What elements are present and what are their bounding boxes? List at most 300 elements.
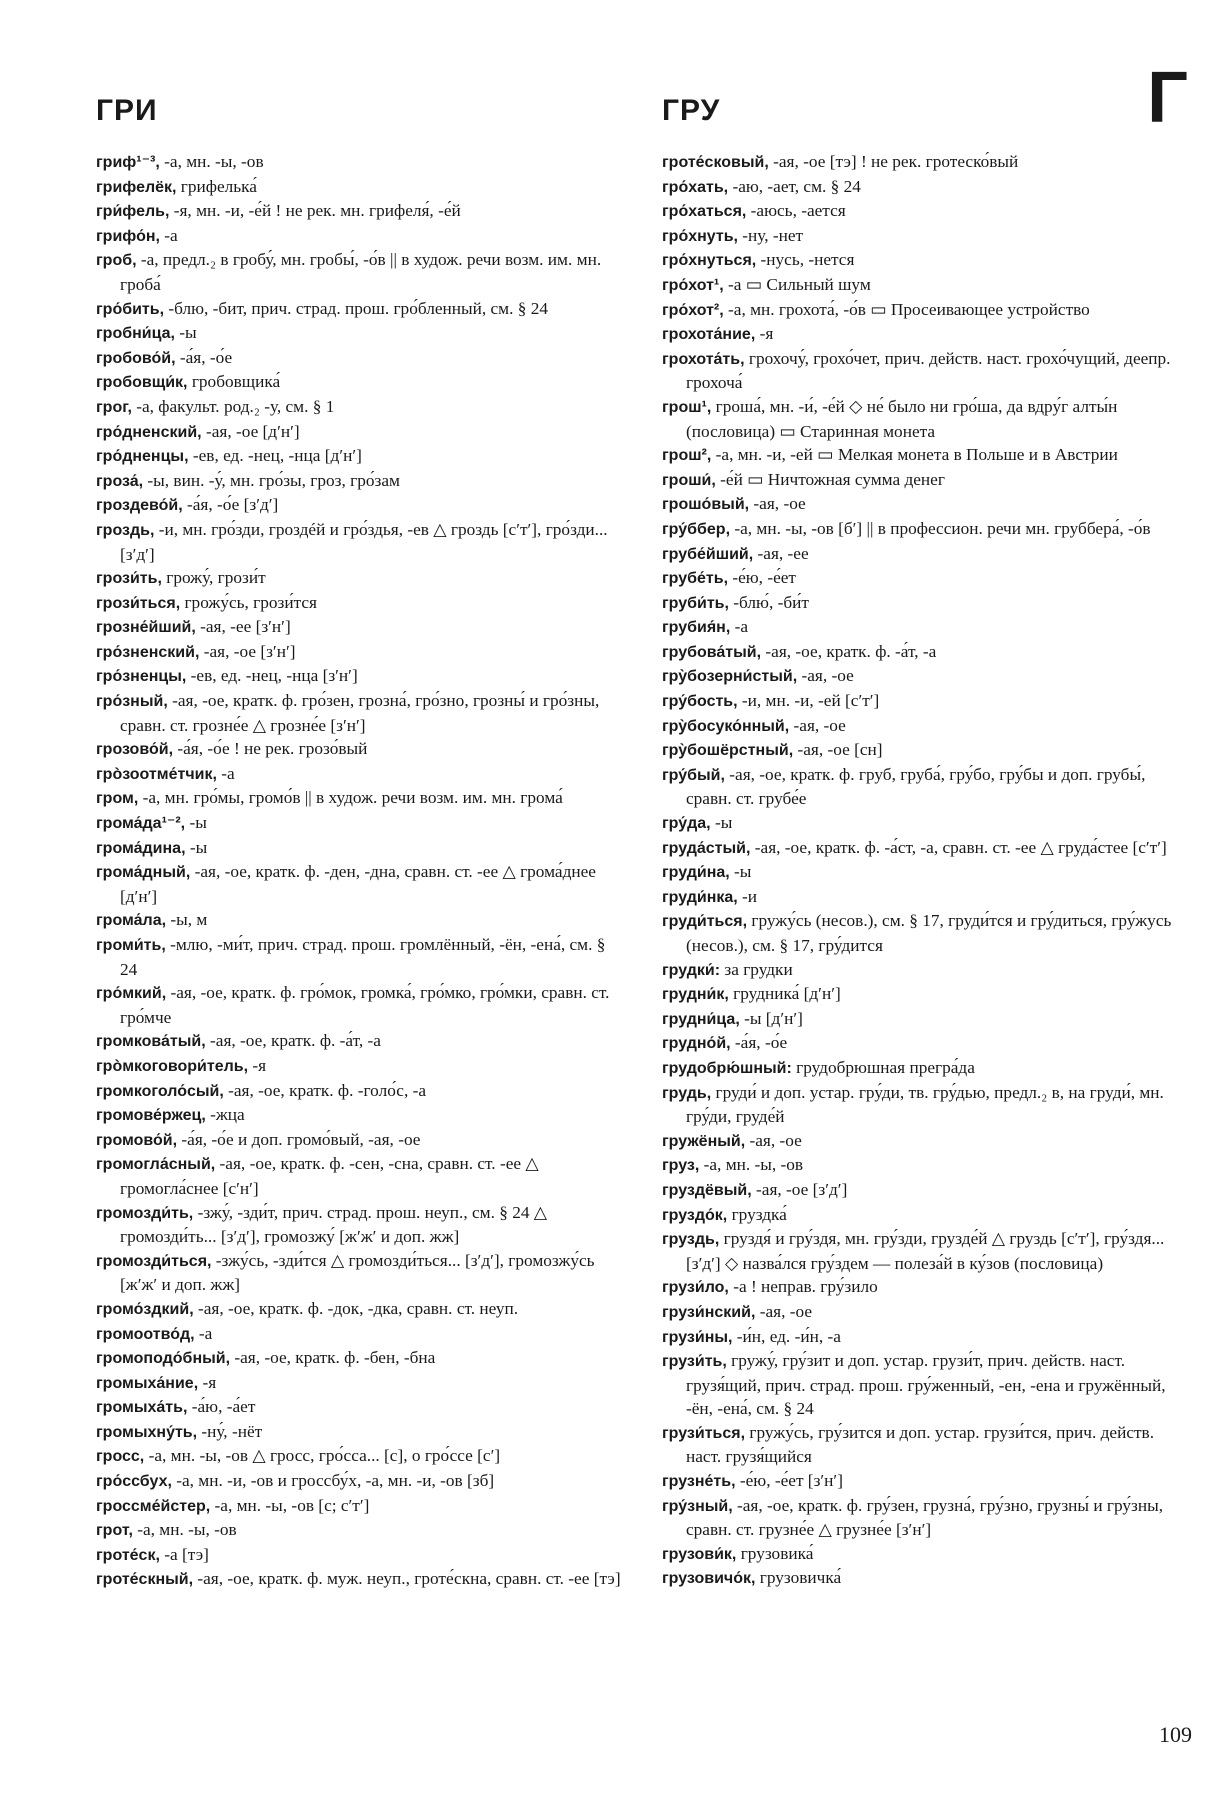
entry-headword: грубова́тый, xyxy=(662,643,762,661)
entry-headword: груздь, xyxy=(662,1231,720,1249)
dictionary-entry xyxy=(96,346,626,371)
dictionary-entry xyxy=(662,1325,1192,1350)
dictionary-entry xyxy=(96,150,626,175)
dictionary-entry xyxy=(96,811,626,836)
dictionary-entry xyxy=(662,1421,1192,1469)
entry-definition: -а, мн. грохота́, -о́в ▭ Просеивающее устройство xyxy=(723,299,1090,319)
entry-headword: громово́й, xyxy=(96,1131,178,1149)
entry-definition: -ев, ед. -нец, -нца [зʹнʹ] xyxy=(186,666,358,686)
entry-headword: гро́зненцы, xyxy=(96,668,187,686)
entry-headword: грудки́: xyxy=(662,961,721,979)
entry-headword: гру́ббер, xyxy=(662,520,731,538)
dictionary-entry xyxy=(96,1128,626,1153)
dictionary-entry xyxy=(662,1007,1192,1032)
entry-headword: грози́ть, xyxy=(96,570,162,588)
dictionary-entry xyxy=(662,1227,1192,1275)
entry-definition: -а, мн. -и, -ей ▭ Мелкая монета в Польше и в Австрии xyxy=(711,445,1118,465)
entry-headword: грòзоотме́тчик, xyxy=(96,765,217,783)
entry-definition: -а́ю, -а́ет xyxy=(187,1397,256,1417)
entry-definition: груди́ и доп. устар. гру́ди, тв. гру́дью, предл.₂ в, на груди́, мн. гру́ди, груде́й xyxy=(686,1082,1164,1127)
entry-headword: гром, xyxy=(96,790,139,808)
entry-definition: -ы, вин. -у́, мн. гро́зы, гроз, гро́зам xyxy=(143,470,400,490)
entry-definition: гроша́, мн. -и́, -е́й ◇ не́ было ни гро́ша, да вдру́г алты́н (пословица) ▭ Старинная монета xyxy=(686,396,1118,441)
entry-headword: гро́хнуть, xyxy=(662,227,738,245)
entry-headword: гро́хнуться, xyxy=(662,252,757,270)
entry-definition: гружу́сь, гру́зится и доп. устар. грузи́тся, прич. действ. наст. грузя́щийся xyxy=(686,1422,1155,1467)
dictionary-entry xyxy=(662,860,1192,885)
dictionary-entry xyxy=(662,322,1192,347)
entry-headword: громозди́ть, xyxy=(96,1204,194,1222)
entry-headword: грозово́й, xyxy=(96,741,174,759)
entry-definition: -ая, -ое, кратк. ф. груб, груба́, гру́бо, гру́бы и доп. грубы́, сравн. ст. грубе́е xyxy=(686,764,1146,809)
entry-headword: гружёный, xyxy=(662,1132,746,1150)
entry-definition: -а xyxy=(194,1323,213,1343)
entry-headword: громи́ть, xyxy=(96,937,166,954)
dictionary-entry xyxy=(662,517,1192,542)
dictionary-entry xyxy=(662,591,1192,616)
entry-headword: громоподо́бный, xyxy=(96,1350,231,1368)
entry-headword: гроза́, xyxy=(96,472,144,490)
dictionary-entry xyxy=(662,909,1192,957)
entry-headword: гри́фель, xyxy=(96,203,170,221)
dictionary-entry xyxy=(662,640,1192,665)
entry-headword: громо́здкий, xyxy=(96,1300,194,1318)
entry-headword: груздёвый, xyxy=(662,1181,752,1199)
dictionary-entry xyxy=(96,1249,626,1297)
dictionary-entry xyxy=(662,199,1192,224)
dictionary-entry xyxy=(662,885,1192,910)
entry-headword: грузови́к, xyxy=(662,1545,737,1563)
dictionary-entry xyxy=(662,811,1192,836)
entry-definition: грузовичка́ xyxy=(755,1568,842,1588)
entry-definition: -а ▭ Сильный шум xyxy=(723,274,871,294)
entry-definition: -е́ю, -е́ет xyxy=(728,568,796,588)
entry-headword: гроб, xyxy=(96,252,137,270)
entry-headword: грот, xyxy=(96,1522,133,1540)
entry-headword: громкова́тый, xyxy=(96,1033,206,1051)
entry-definition: -ая, -ое, кратк. ф. гро́зен, грозна́, гро́зно, грозны́ и гро́зны, сравн. ст. грозне́е △ грозне́е [зʹнʹ] xyxy=(120,691,600,735)
dictionary-entry xyxy=(662,615,1192,640)
entry-definition: -аюсь, -ается xyxy=(746,201,846,221)
entry-headword: гро́мкий, xyxy=(96,985,167,1003)
entry-definition: -а xyxy=(216,763,235,783)
dictionary-entry xyxy=(662,542,1192,567)
entry-headword: груди́нка, xyxy=(662,888,738,906)
entry-headword: грозне́йший, xyxy=(96,619,196,637)
entry-headword: грудь, xyxy=(662,1084,712,1102)
entry-definition: -ая, -ое xyxy=(745,1130,802,1150)
dictionary-entry xyxy=(662,347,1192,395)
dictionary-entry xyxy=(662,1542,1192,1567)
dictionary-entry xyxy=(96,224,626,249)
entry-headword: грузовичо́к, xyxy=(662,1570,756,1588)
entry-definition: -а, мн. -ы, -ов xyxy=(132,1520,237,1540)
entry-headword: громыха́ть, xyxy=(96,1399,188,1417)
dictionary-entry xyxy=(662,1056,1192,1081)
entry-headword: гроши́, xyxy=(662,471,716,489)
entry-headword: грохота́ть, xyxy=(662,350,745,368)
dictionary-entry xyxy=(662,836,1192,861)
dictionary-entry xyxy=(96,860,626,908)
entry-definition: -ая, -ое, кратк. ф. -а́ст, -а, сравн. ст. -ее △ груда́стее [сʹтʹ] xyxy=(750,837,1167,857)
dictionary-entry xyxy=(662,1031,1192,1056)
dictionary-entry xyxy=(96,444,626,469)
dictionary-entry xyxy=(662,175,1192,200)
dictionary-entry xyxy=(662,248,1192,273)
dictionary-entry xyxy=(96,1494,626,1519)
entry-headword: грудобрю́шный: xyxy=(662,1059,792,1077)
entry-headword: громыха́ние, xyxy=(96,1374,199,1392)
entry-definition: -ая, -ое, кратк. ф. -док, -дка, сравн. ст. неуп. xyxy=(193,1298,519,1318)
entry-headword: гро́хаться, xyxy=(662,203,747,221)
entry-definition: -ая, -ое xyxy=(755,1301,813,1321)
entry-definition: -я xyxy=(198,1372,217,1392)
entry-definition: -и, мн. -и, -ей [сʹтʹ] xyxy=(737,691,880,711)
entry-headword: грош², xyxy=(662,447,712,465)
running-head-right: ГРУ xyxy=(662,94,721,127)
entry-definition: груздя́ и гру́здя, мн. гру́зди, грузде́й △ груздь [сʹтʹ], гру́здя... [зʹдʹ] ◇ назва́лся гру́здем — полеза́й в ку́зов (пословица) xyxy=(686,1229,1165,1273)
entry-definition: -а́я, -о́е ! не рек. грозо́вый xyxy=(173,739,368,759)
entry-definition: -ая, -ее xyxy=(753,543,809,563)
entry-definition: -а, мн. гро́мы, громо́в || в худож. речи возм. им. мн. грома́ xyxy=(138,788,563,808)
entry-headword: гру́да, xyxy=(662,815,711,833)
entry-headword: грома́ла, xyxy=(96,912,167,930)
dictionary-entry xyxy=(662,443,1192,468)
dictionary-entry xyxy=(96,1469,626,1494)
dictionary-entry xyxy=(96,689,626,737)
page-number: 109 xyxy=(1159,1722,1192,1747)
dictionary-entry xyxy=(662,1300,1192,1325)
entry-definition: -ая, -ее [зʹнʹ] xyxy=(195,617,291,637)
dictionary-entry xyxy=(96,395,626,420)
entry-definition: -ая, -ое xyxy=(797,666,854,686)
entry-headword: громозди́ться, xyxy=(96,1252,212,1270)
dictionary-entry xyxy=(96,493,626,518)
dictionary-entry xyxy=(96,1395,626,1420)
entry-headword: громогла́сный, xyxy=(96,1156,216,1174)
dictionary-entry xyxy=(662,1349,1192,1421)
entry-definition: -ая, -ое, кратк. ф. -ден, -дна, сравн. ст. -ее △ грома́днее [дʹнʹ] xyxy=(120,862,596,906)
entry-definition: -а, мн. -ы, -ов [бʹ] || в профессион. речи мн. груббера́, -о́в xyxy=(730,518,1151,538)
entry-definition: -ая, -ое [зʹнʹ] xyxy=(199,641,296,661)
dictionary-entry xyxy=(662,1153,1192,1178)
entry-definition: -ая, -ое, кратк. ф. -а́т, -а xyxy=(761,641,937,661)
entry-headword: грошо́вый, xyxy=(662,496,750,514)
dictionary-entry xyxy=(96,199,626,224)
dictionary-entry xyxy=(96,640,626,665)
entry-definition: -а́я, -о́е [зʹдʹ] xyxy=(182,495,279,515)
entry-headword: груби́ть, xyxy=(662,594,729,612)
entry-headword: груздо́к, xyxy=(662,1206,728,1224)
entry-definition: -а xyxy=(730,617,749,637)
entry-definition: -ну́, -нёт xyxy=(197,1421,263,1441)
entry-definition: -я xyxy=(248,1055,267,1075)
entry-headword: гробовщи́к, xyxy=(96,374,188,392)
entry-definition: -а, мн. -и, -ов и гроссбу́х, -а, мн. -и, -ов [зб] xyxy=(171,1471,495,1491)
entry-definition: грудника́ [дʹнʹ] xyxy=(728,984,841,1004)
dictionary-entry xyxy=(96,321,626,346)
entry-headword: грузи́ть, xyxy=(662,1353,727,1371)
entry-definition: -ая, -ое, кратк. ф. гро́мок, громка́, гро́мко, гро́мки, сравн. ст. гро́мче xyxy=(120,983,610,1027)
entry-headword: гру̀бошёрстный, xyxy=(662,742,794,760)
entry-headword: гроздь, xyxy=(96,521,155,539)
entry-headword: грохота́ние, xyxy=(662,326,756,344)
dictionary-entry xyxy=(96,1152,626,1200)
entry-headword: громове́ржец, xyxy=(96,1107,206,1125)
left-column xyxy=(96,150,626,1592)
running-head-left: ГРИ xyxy=(96,94,158,127)
entry-definition: -ая, -ое xyxy=(749,494,806,514)
dictionary-entry xyxy=(96,518,626,566)
entry-headword: гро́зный, xyxy=(96,693,168,711)
dictionary-entry xyxy=(96,1518,626,1543)
dictionary-entry xyxy=(96,836,626,861)
entry-headword: гру́зный, xyxy=(662,1497,733,1515)
entry-headword: грома́да¹⁻², xyxy=(96,815,186,833)
dictionary-entry xyxy=(96,615,626,640)
entry-definition: грохочу́, грохо́чет, прич. действ. наст. грохо́чущий, деепр. грохоча́ xyxy=(686,348,1171,393)
entry-definition: груздка́ xyxy=(727,1204,787,1224)
dictionary-entry xyxy=(662,763,1192,811)
entry-headword: грози́ться, xyxy=(96,594,181,612)
entry-headword: грудно́й, xyxy=(662,1035,731,1053)
dictionary-entry xyxy=(96,420,626,445)
entry-headword: грузи́ны, xyxy=(662,1328,733,1346)
dictionary-entry xyxy=(96,762,626,787)
dictionary-entry xyxy=(662,664,1192,689)
entry-definition: гружу́, гру́зит и доп. устар. грузи́т, прич. действ. наст. грузя́щий, прич. страд. прош. гру́женный, -ен, -ена и гружённый, -ён, -ена́, см. § 24 xyxy=(686,1351,1166,1419)
entry-definition: -ая, -ое, кратк. ф. -бен, -бна xyxy=(230,1348,436,1368)
entry-headword: грузи́ло, xyxy=(662,1279,729,1297)
entry-definition: -а́я, -о́е xyxy=(730,1033,788,1053)
dictionary-entry xyxy=(662,492,1192,517)
entry-headword: гро́дненский, xyxy=(96,423,202,441)
dictionary-entry xyxy=(96,908,626,933)
entry-definition: -а ! неправ. гру́зило xyxy=(728,1277,878,1297)
entry-headword: грифелёк, xyxy=(96,178,177,196)
entry-headword: гроте́сковый, xyxy=(662,154,769,171)
dictionary-entry xyxy=(96,566,626,591)
dictionary-entry xyxy=(662,1566,1192,1591)
entry-headword: громоотво́д, xyxy=(96,1325,195,1343)
entry-definition: -ая, -ое, кратк. ф. -а́т, -а xyxy=(205,1031,381,1051)
entry-headword: гру́бость, xyxy=(662,693,738,711)
entry-headword: гроте́скный, xyxy=(96,1571,194,1589)
dictionary-entry xyxy=(662,1275,1192,1300)
entry-headword: груда́стый, xyxy=(662,839,751,857)
entry-headword: гро́дненцы, xyxy=(96,448,189,466)
entry-definition: -а, мн. -ы, -ов △ гросс, гро́сса... [с], о гро́ссе [сʹ] xyxy=(144,1446,501,1466)
dictionary-entry xyxy=(96,370,626,395)
dictionary-entry xyxy=(662,1081,1192,1129)
entry-definition: -ая, -ое, кратк. ф. -сен, -сна, сравн. ст. -ее △ громогла́снее [сʹнʹ] xyxy=(120,1154,539,1198)
entry-definition: -я xyxy=(755,324,774,344)
entry-headword: грифо́н, xyxy=(96,227,160,245)
entry-definition: -ая, -ое [зʹдʹ] xyxy=(751,1179,848,1199)
entry-headword: грòмкоговори́тель, xyxy=(96,1057,249,1075)
dictionary-entry xyxy=(96,1420,626,1445)
entry-definition: -ы [дʹнʹ] xyxy=(739,1008,803,1028)
entry-definition: -ая, -ое, кратк. ф. гру́зен, грузна́, гру́зно, грузны́ и гру́зны, сравн. ст. грузне́е △ грузне́е [зʹнʹ] xyxy=(686,1495,1164,1540)
entry-definition: -е́й ▭ Ничтожная сумма денег xyxy=(715,469,945,489)
entry-headword: грузне́ть, xyxy=(662,1473,736,1491)
dictionary-entry xyxy=(662,150,1192,175)
entry-headword: грузи́ться, xyxy=(662,1424,746,1442)
entry-headword: грубия́н, xyxy=(662,619,731,637)
entry-definition: -ы xyxy=(710,813,733,833)
entry-definition: грузовика́ xyxy=(736,1543,814,1563)
dictionary-entry xyxy=(96,175,626,200)
dictionary-entry xyxy=(662,395,1192,443)
dictionary-entry xyxy=(96,1567,626,1592)
dictionary-entry xyxy=(662,298,1192,323)
entry-headword: грома́дина, xyxy=(96,839,186,857)
entry-definition: -блю, -бит, прич. страд. прош. гро́бленный, см. § 24 xyxy=(164,298,548,318)
dictionary-entry xyxy=(662,958,1192,983)
entry-headword: грудни́ца, xyxy=(662,1010,740,1028)
entry-definition: -зжу́сь, -зди́тся △ громозди́ться... [зʹдʹ], громозжу́сь [жʹжʹ и доп. жж] xyxy=(120,1250,595,1295)
entry-definition: -а, мн. -ы, -ов [с; сʹтʹ] xyxy=(210,1495,370,1515)
dictionary-entry xyxy=(662,689,1192,714)
entry-definition: -млю, -ми́т, прич. страд. прош. громлённый, -ён, -ена́, см. § 24 xyxy=(120,935,606,979)
dictionary-entry xyxy=(96,737,626,762)
entry-definition: -нусь, -нется xyxy=(756,250,855,270)
entry-headword: гроте́ск, xyxy=(96,1546,160,1564)
dictionary-entry xyxy=(662,738,1192,763)
entry-headword: гру̀босуко́нный, xyxy=(662,717,790,735)
entry-definition: грожу́, грози́т xyxy=(161,568,266,588)
dictionary-entry xyxy=(662,714,1192,739)
entry-definition: -и́н, ед. -и́н, -а xyxy=(732,1326,841,1346)
entry-headword: гро́бить, xyxy=(96,300,165,318)
entry-definition: грифелька́ xyxy=(176,176,257,196)
dictionary-entry xyxy=(96,297,626,322)
dictionary-entry xyxy=(96,1054,626,1079)
entry-definition: -а [тэ] xyxy=(159,1544,209,1564)
dictionary-entry xyxy=(96,1322,626,1347)
entry-definition: -ну, -нет xyxy=(737,225,804,245)
entry-definition: -а, мн. -ы, -ов xyxy=(699,1155,804,1175)
dictionary-entry xyxy=(662,1469,1192,1494)
entry-definition: -ы, м xyxy=(166,910,208,930)
entry-headword: груди́ться, xyxy=(662,913,748,931)
entry-definition: -блю́, -би́т xyxy=(728,592,809,612)
dictionary-entry xyxy=(96,981,626,1029)
entry-definition: грудобрюшная прегра́да xyxy=(791,1057,975,1077)
dictionary-entry xyxy=(662,224,1192,249)
entry-headword: грома́дный, xyxy=(96,864,191,882)
entry-definition: -и, мн. гро́зди, гроздéй и гро́здья, -ев △ гроздь [сʹтʹ], гро́зди... [зʹдʹ] xyxy=(120,519,608,564)
entry-headword: гроссме́йстер, xyxy=(96,1497,211,1515)
dictionary-entry xyxy=(96,1346,626,1371)
entry-definition: -аю, -ает, см. § 24 xyxy=(728,176,861,196)
dictionary-entry xyxy=(96,1297,626,1322)
dictionary-entry xyxy=(662,468,1192,493)
dictionary-entry xyxy=(662,1178,1192,1203)
dictionary-entry xyxy=(96,933,626,981)
entry-headword: громкоголо́сый, xyxy=(96,1082,224,1100)
entry-definition: -и xyxy=(737,886,758,906)
entry-headword: громыхну́ть, xyxy=(96,1423,198,1441)
dictionary-entry xyxy=(96,1543,626,1568)
dictionary-entry xyxy=(662,1129,1192,1154)
entry-definition: -я, мн. -и, -е́й ! не рек. мн. грифеля́, -е́й xyxy=(169,201,461,221)
entry-definition: -а́я, -о́е и доп. громо́вый, -ая, -ое xyxy=(177,1129,421,1149)
entry-headword: грубе́йший, xyxy=(662,545,754,563)
entry-definition: -жца xyxy=(205,1105,245,1125)
entry-headword: грузи́нский, xyxy=(662,1303,756,1321)
right-column xyxy=(662,150,1192,1591)
dictionary-entry xyxy=(96,591,626,616)
dictionary-entry xyxy=(662,273,1192,298)
entry-headword: гробово́й, xyxy=(96,349,176,367)
entry-definition: -а, мн. -ы, -ов xyxy=(159,152,264,171)
entry-definition: -а, факульт. род.₂ -у, см. § 1 xyxy=(131,396,335,416)
entry-definition: -ая, -ое [тэ] ! не рек. гротеско́вый xyxy=(768,152,1019,171)
entry-headword: гру́бый, xyxy=(662,766,725,784)
entry-headword: гриф¹⁻³, xyxy=(96,154,160,171)
entry-headword: грубе́ть, xyxy=(662,570,729,588)
entry-definition: гружу́сь (несов.), см. § 17, груди́тся и гру́диться, гру́жусь (несов.), см. § 17, гру́дится xyxy=(686,911,1172,955)
entry-definition: грожу́сь, грози́тся xyxy=(180,592,317,612)
dictionary-entry xyxy=(96,1029,626,1054)
entry-headword: гро́хот¹, xyxy=(662,276,724,294)
entry-definition: -ая, -ое xyxy=(789,715,846,735)
dictionary-entry xyxy=(96,1079,626,1104)
section-letter: Г xyxy=(1147,58,1188,138)
entry-headword: грог, xyxy=(96,398,132,416)
dictionary-entry xyxy=(96,786,626,811)
entry-headword: гро́хать, xyxy=(662,178,729,196)
entry-definition: -а, предл.₂ в гробу́, мн. гробы́, -о́в || в худож. речи возм. им. мн. гроба́ xyxy=(120,250,602,294)
entry-definition: -ая, -ое, кратк. ф. муж. неуп., гроте́скна, сравн. ст. -ее [тэ] xyxy=(193,1569,621,1589)
dictionary-entry xyxy=(96,1201,626,1249)
dictionary-entry xyxy=(662,1203,1192,1228)
dictionary-entry xyxy=(96,1371,626,1396)
dictionary-entry xyxy=(96,664,626,689)
entry-definition: -ы xyxy=(185,813,207,833)
dictionary-entry xyxy=(96,1444,626,1469)
dictionary-entry xyxy=(96,469,626,494)
entry-headword: гро́хот², xyxy=(662,301,724,319)
entry-headword: груди́на, xyxy=(662,864,730,882)
entry-headword: гросс, xyxy=(96,1448,145,1466)
entry-definition: -ая, -ое [сн] xyxy=(793,740,883,760)
entry-definition: -ы xyxy=(174,323,197,343)
entry-definition: -ая, -ое [дʹнʹ] xyxy=(201,421,300,441)
entry-definition: -а́я, -о́е xyxy=(175,347,233,367)
entry-headword: гробни́ца, xyxy=(96,325,175,343)
entry-definition: за грудки xyxy=(720,959,793,979)
entry-definition: -зжу́, -зди́т, прич. страд. прош. неуп., см. § 24 △ громозди́ть... [зʹдʹ], громозжу́ [жʹжʹ и доп. жж] xyxy=(120,1202,548,1247)
entry-headword: груз, xyxy=(662,1157,700,1175)
entry-headword: гроздево́й, xyxy=(96,497,183,515)
entry-headword: гро́зненский, xyxy=(96,643,200,661)
entry-headword: грош¹, xyxy=(662,398,712,416)
entry-definition: -е́ю, -е́ет [зʹнʹ] xyxy=(735,1471,843,1491)
entry-definition: -а xyxy=(159,225,178,245)
entry-definition: -ы xyxy=(729,862,752,882)
entry-definition: -ев, ед. -нец, -нца [дʹнʹ] xyxy=(188,446,362,466)
entry-definition: -ы xyxy=(185,837,208,857)
entry-headword: гро́ссбух, xyxy=(96,1473,172,1491)
dictionary-entry xyxy=(662,982,1192,1007)
entry-definition: гробовщика́ xyxy=(187,372,281,392)
dictionary-entry xyxy=(662,1494,1192,1542)
dictionary-entry xyxy=(96,248,626,296)
entry-headword: грудни́к, xyxy=(662,986,729,1004)
dictionary-entry xyxy=(96,1103,626,1128)
